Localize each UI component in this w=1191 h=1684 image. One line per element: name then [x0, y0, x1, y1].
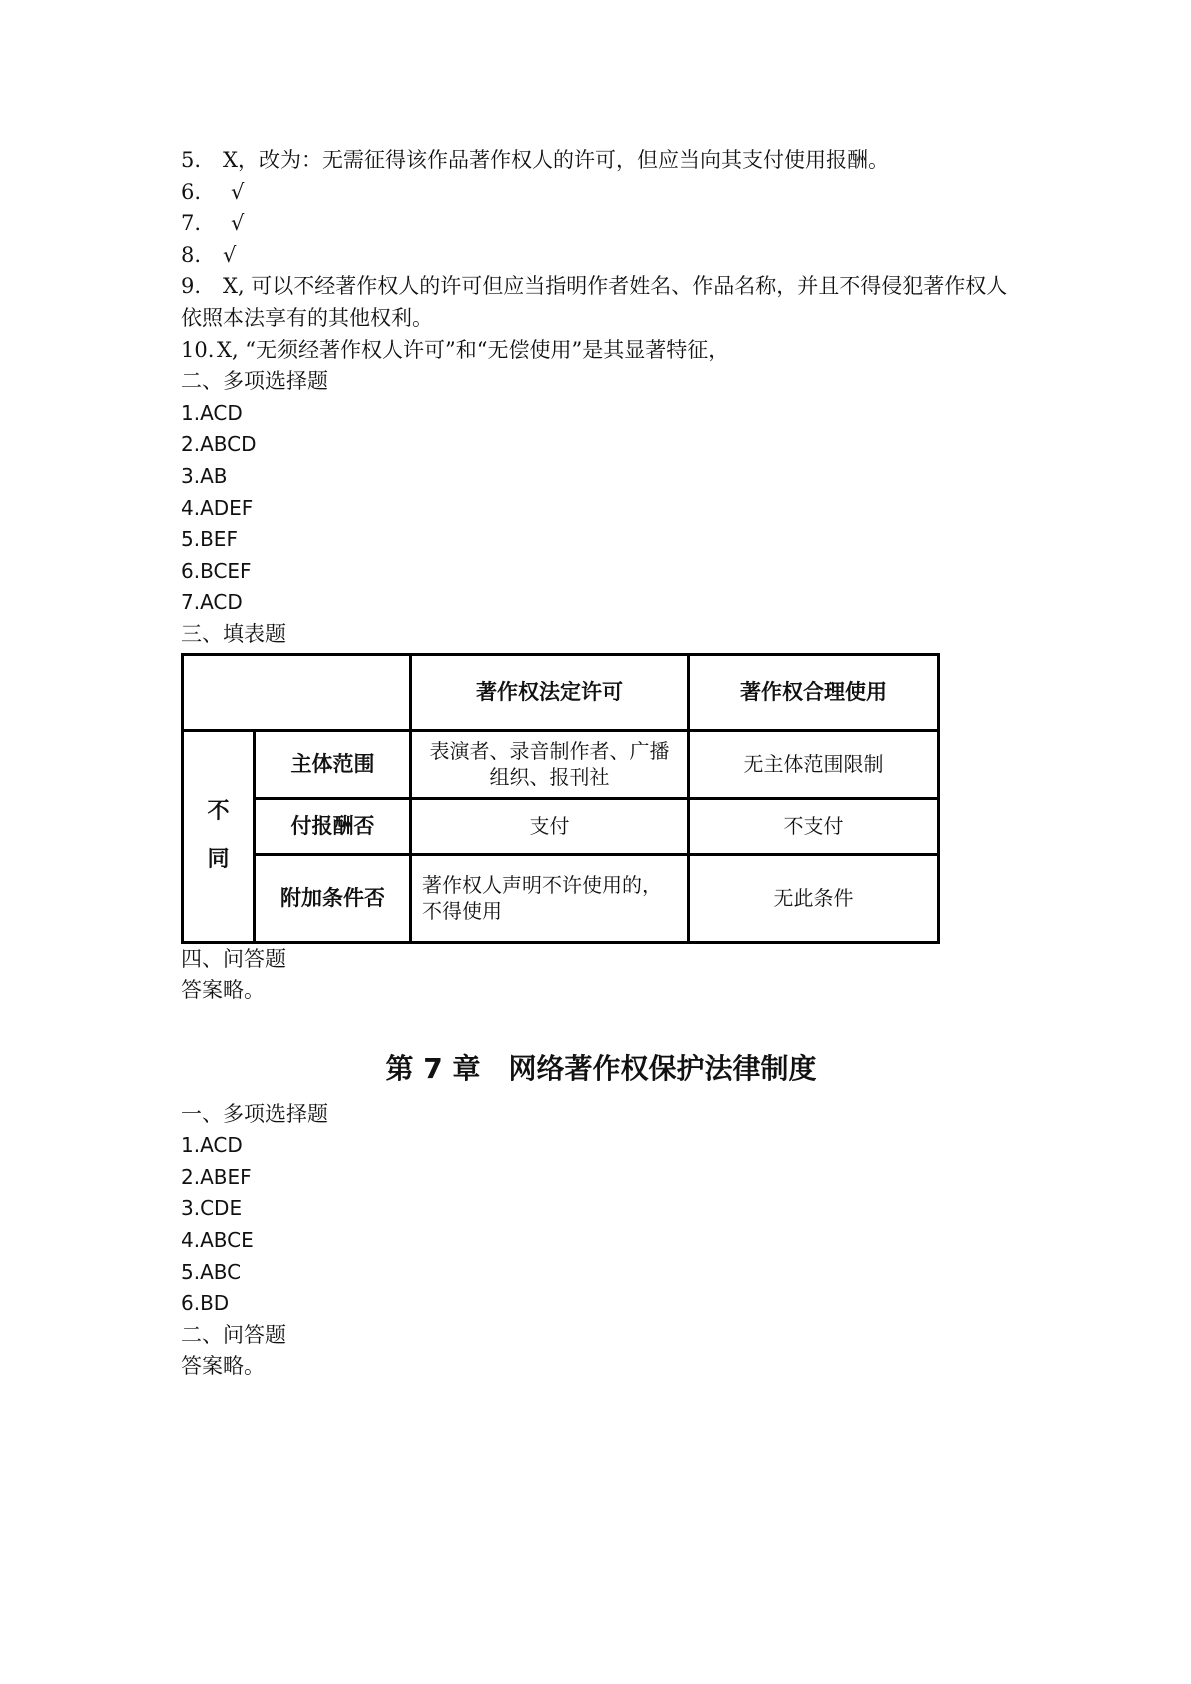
table-cell: 表演者、录音制作者、广播组织、报刊社 [411, 730, 689, 798]
mc-answer-1: 1.ACD [181, 400, 243, 425]
mc-answer-7: 7.ACD [181, 590, 243, 615]
ch7-qa-answer: 答案略。 [181, 1354, 265, 1379]
chapter-title: 第 7 章 网络著作权保护法律制度 [385, 1051, 817, 1085]
mc-answer-6: 6.BCEF [181, 558, 252, 583]
table-cell: 无主体范围限制 [689, 730, 939, 798]
answer-tf-9: 9. X, 可以不经著作权人的许可但应当指明作者姓名、作品名称，并且不得侵犯著作权人依照本法享有的其他权利。 [181, 274, 1008, 330]
mc-answer-5: 5.BEF [181, 527, 238, 552]
section-heading-fill-table: 三、填表题 [181, 621, 286, 646]
ch7-mc-answer-6: 6.BD [181, 1291, 230, 1316]
table-row [183, 854, 939, 942]
ch7-mc-answer-5: 5.ABC [181, 1259, 242, 1284]
mc-answer-4: 4.ADEF [181, 495, 254, 520]
table-side-label: 不 同 [183, 730, 255, 942]
answer-tf-6: 6. √ [181, 179, 245, 204]
table-cell: 无此条件 [689, 854, 939, 942]
answer-tf-7: 7. √ [181, 211, 245, 236]
mc-answer-2: 2.ABCD [181, 432, 257, 457]
table-header-fair-use: 著作权合理使用 [689, 654, 939, 730]
answer-tf-5: 5. X，改为：无需征得该作品著作权人的许可，但应当向其支付使用报酬。 [181, 148, 889, 172]
mc-answer-3: 3.AB [181, 463, 228, 488]
qa-answer: 答案略。 [181, 978, 265, 1003]
ch7-mc-answer-3: 3.CDE [181, 1196, 243, 1221]
answer-tf-10: 10. X, “无须经著作权人许可”和“无偿使用”是其显著特征， [181, 337, 730, 362]
ch7-section-heading-qa: 二、问答题 [181, 1322, 286, 1347]
table-row-label: 附加条件否 [255, 854, 411, 942]
table-header-statutory-license: 著作权法定许可 [411, 654, 689, 730]
document-page [181, 145, 1021, 1383]
table-row-label: 主体范围 [255, 730, 411, 798]
comparison-table [181, 653, 940, 944]
table-row [183, 730, 939, 798]
table-row-label: 付报酬否 [255, 798, 411, 854]
table-cell: 支付 [411, 798, 689, 854]
section-heading-qa: 四、问答题 [181, 946, 286, 971]
table-cell: 不支付 [689, 798, 939, 854]
ch7-mc-answer-1: 1.ACD [181, 1133, 243, 1158]
ch7-mc-answer-4: 4.ABCE [181, 1228, 254, 1253]
answer-tf-8: 8. √ [181, 242, 237, 267]
section-heading-multiple-choice: 二、多项选择题 [181, 369, 328, 394]
ch7-mc-answer-2: 2.ABEF [181, 1164, 252, 1189]
table-row [183, 798, 939, 854]
table-corner-cell [183, 654, 411, 730]
table-cell: 著作权人声明不许使用的，不得使用 [411, 854, 689, 942]
table-header-row [183, 654, 939, 730]
ch7-section-heading-multiple-choice: 一、多项选择题 [181, 1101, 328, 1126]
